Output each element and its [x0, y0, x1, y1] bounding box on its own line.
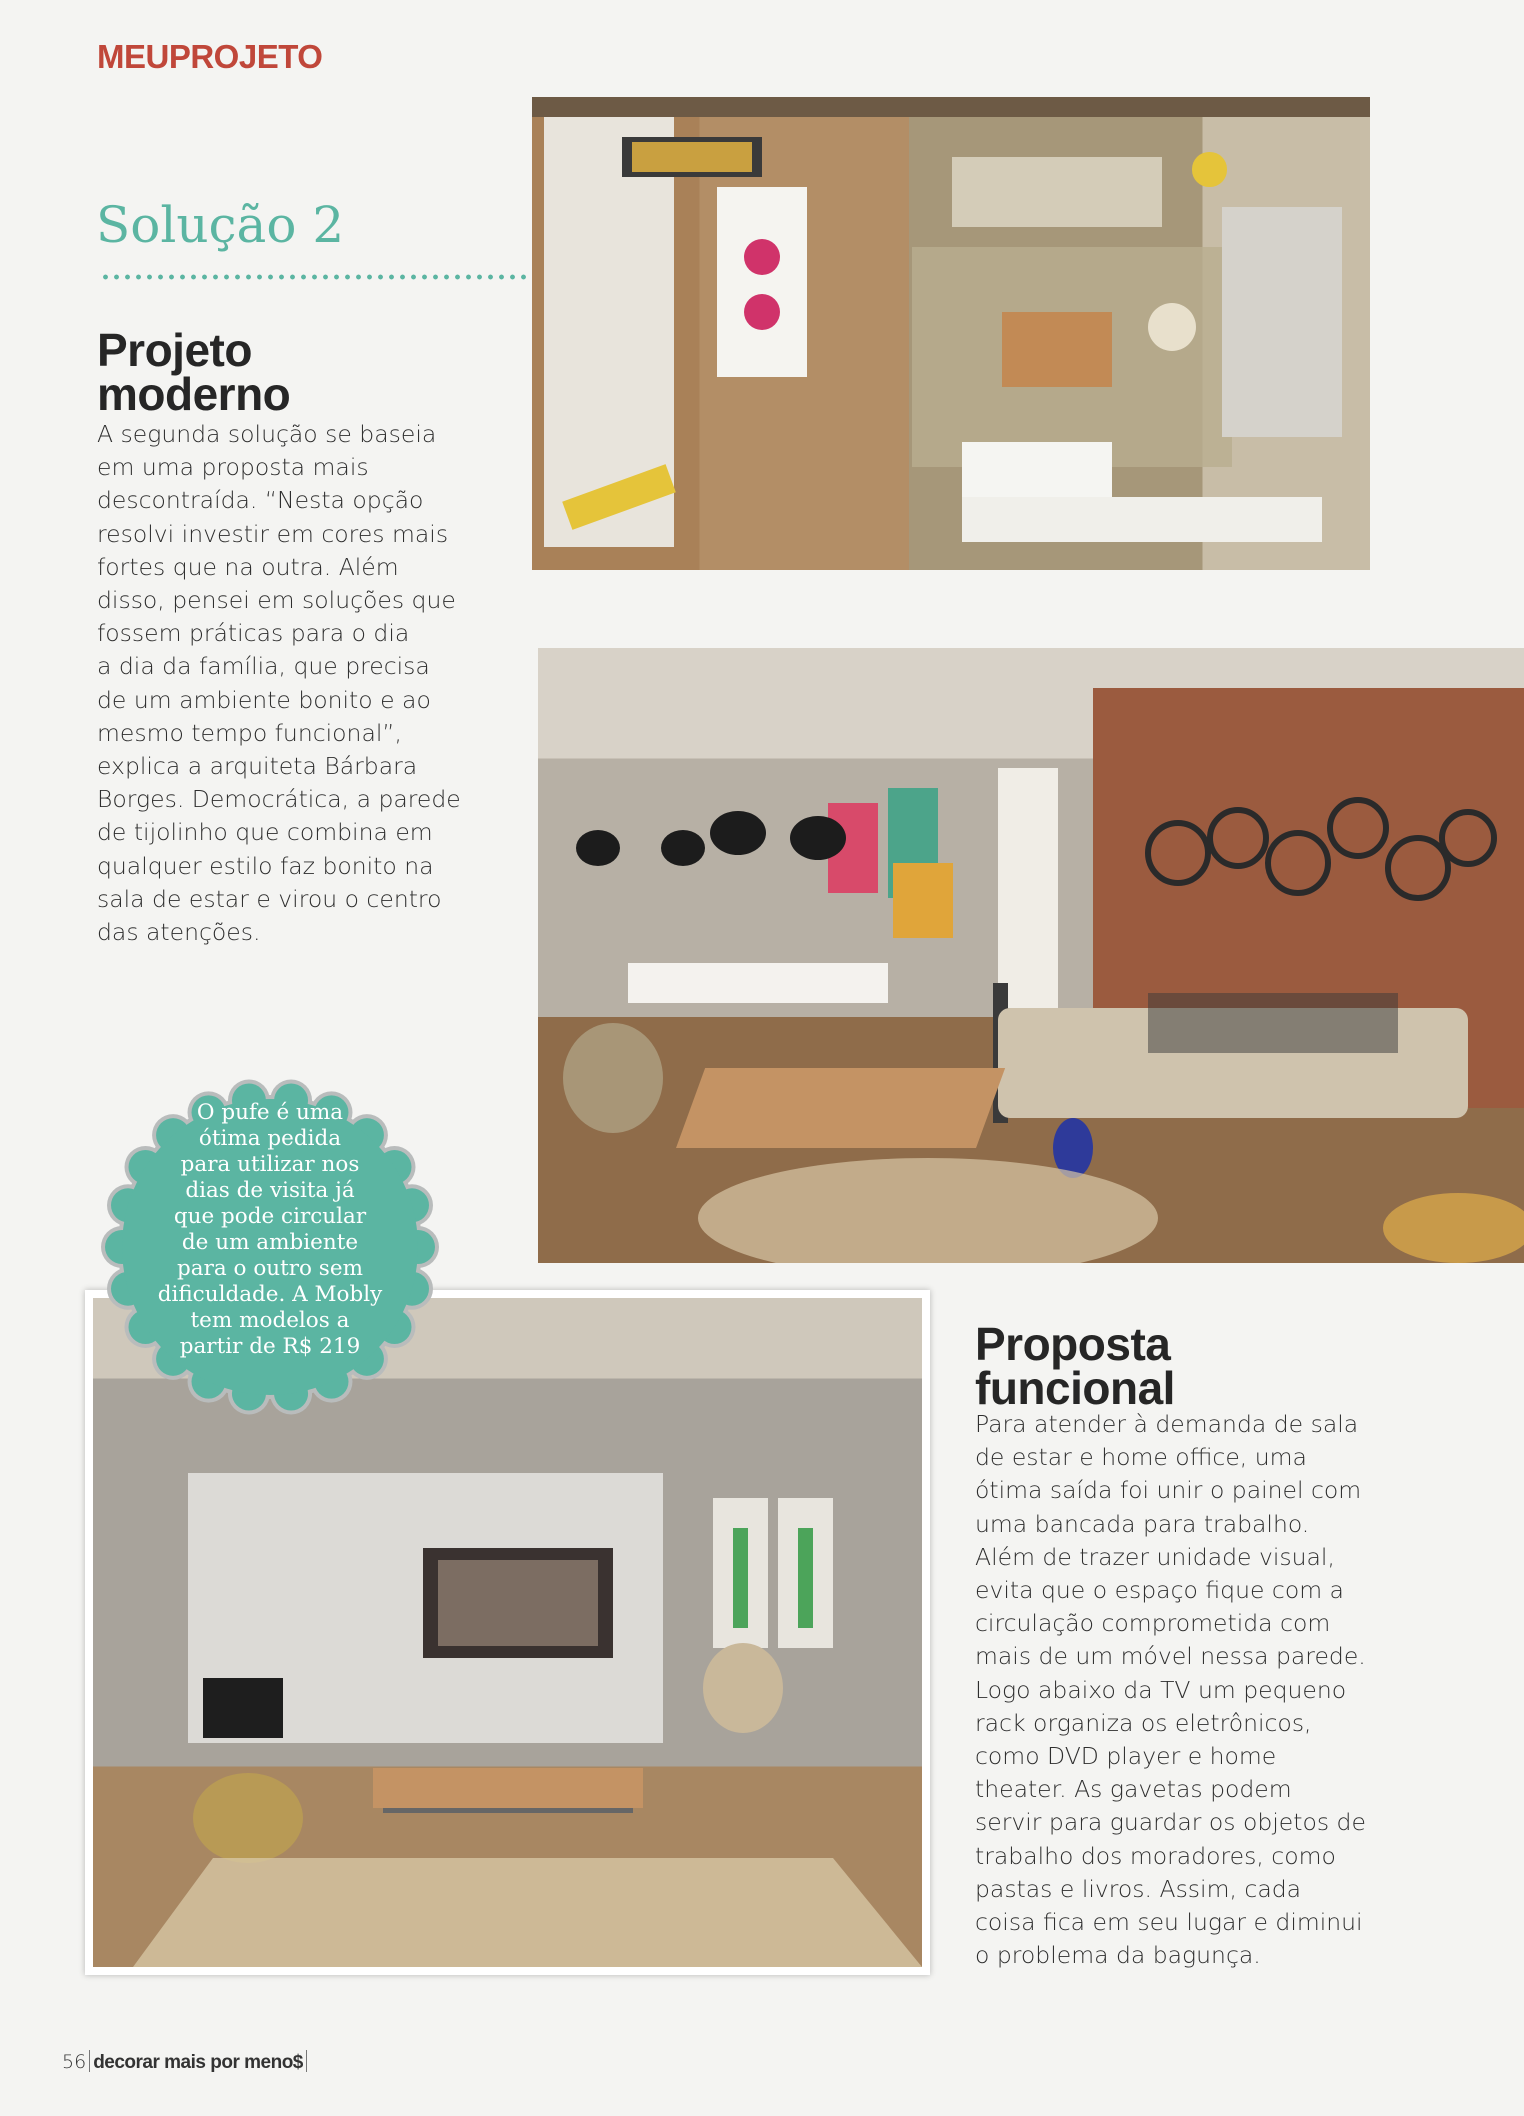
floorplan-render-image [532, 97, 1370, 570]
badge-line: dificuldade. A Mobly [157, 1282, 383, 1307]
body-line: qualquer estilo faz bonito na [97, 851, 434, 880]
badge-line: para utilizar nos [180, 1152, 360, 1177]
heading-line: moderno [97, 368, 291, 420]
magazine-name: decorar mais por meno$ [93, 2052, 303, 2073]
body-line: de um ambiente bonito e ao [97, 685, 431, 714]
body-line: theater. As gavetas podem [975, 1775, 1292, 1804]
footer-divider [89, 2050, 90, 2072]
badge-line: dias de visita já [185, 1178, 355, 1203]
body-line: em uma proposta mais [97, 453, 369, 482]
article1-body [97, 418, 461, 949]
heading-line: Projeto [97, 324, 252, 376]
body-line: mais de um móvel nessa parede. [975, 1642, 1366, 1671]
badge-line: O pufe é uma [196, 1100, 344, 1125]
body-line: o problema da bagunça. [975, 1941, 1261, 1970]
body-line: coisa fica em seu lugar e diminui [975, 1908, 1363, 1937]
heading-line: Proposta [975, 1318, 1171, 1370]
heading-line: funcional [975, 1362, 1175, 1414]
body-line: sala de estar e virou o centro [97, 884, 442, 913]
body-line: Borges. Democrática, a parede [97, 785, 461, 814]
body-line: ótima saída foi unir o painel com [975, 1476, 1362, 1505]
badge-line: tem modelos a [190, 1308, 350, 1333]
body-line: uma bancada para trabalho. [975, 1509, 1310, 1538]
body-line: Logo abaixo da TV um pequeno [975, 1675, 1347, 1704]
body-line: de estar e home office, uma [975, 1443, 1307, 1472]
badge-line: para o outro sem [177, 1256, 363, 1281]
article1-heading [97, 324, 291, 420]
body-line: das atenções. [97, 918, 261, 947]
body-line: pastas e livros. Assim, cada [975, 1874, 1302, 1903]
page-footer [62, 2050, 310, 2074]
badge-line: que pode circular [173, 1204, 367, 1229]
body-line: fortes que na outra. Além [97, 552, 399, 581]
section-label: MEUPROJETO [97, 38, 323, 75]
body-line: servir para guardar os objetos de [975, 1808, 1366, 1837]
body-line: como DVD player e home [975, 1742, 1277, 1771]
article2-body [975, 1408, 1366, 1972]
solution-title: Solução 2 [96, 196, 345, 254]
badge-text [120, 1100, 420, 1360]
dotted-divider [100, 274, 530, 280]
body-line: fossem práticas para o dia [97, 619, 410, 648]
body-line: descontraída. “Nesta opção [97, 486, 424, 515]
body-line: circulação comprometida com [975, 1609, 1331, 1638]
body-line: Para atender à demanda de sala [975, 1410, 1359, 1438]
body-line: mesmo tempo funcional”, [97, 718, 403, 747]
badge-line: ótima pedida [198, 1126, 342, 1151]
body-line: a dia da família, que precisa [97, 652, 430, 681]
badge-line: de um ambiente [181, 1230, 359, 1255]
body-line: evita que o espaço fique com a [975, 1576, 1344, 1605]
footer-divider [306, 2050, 307, 2072]
body-line: A segunda solução se baseia [97, 420, 437, 448]
body-line: explica a arquiteta Bárbara [97, 752, 418, 781]
body-line: rack organiza os eletrônicos, [975, 1708, 1312, 1737]
body-line: de tijolinho que combina em [97, 818, 433, 847]
body-line: resolvi investir em cores mais [97, 519, 449, 548]
page-number: 56 [62, 2051, 87, 2073]
badge-line: partir de R$ 219 [179, 1334, 361, 1359]
body-line: Além de trazer unidade visual, [975, 1542, 1335, 1571]
living-room-render-image [538, 648, 1524, 1263]
article2-heading [975, 1318, 1175, 1414]
body-line: trabalho dos moradores, como [975, 1841, 1336, 1870]
body-line: disso, pensei em soluções que [97, 586, 456, 615]
